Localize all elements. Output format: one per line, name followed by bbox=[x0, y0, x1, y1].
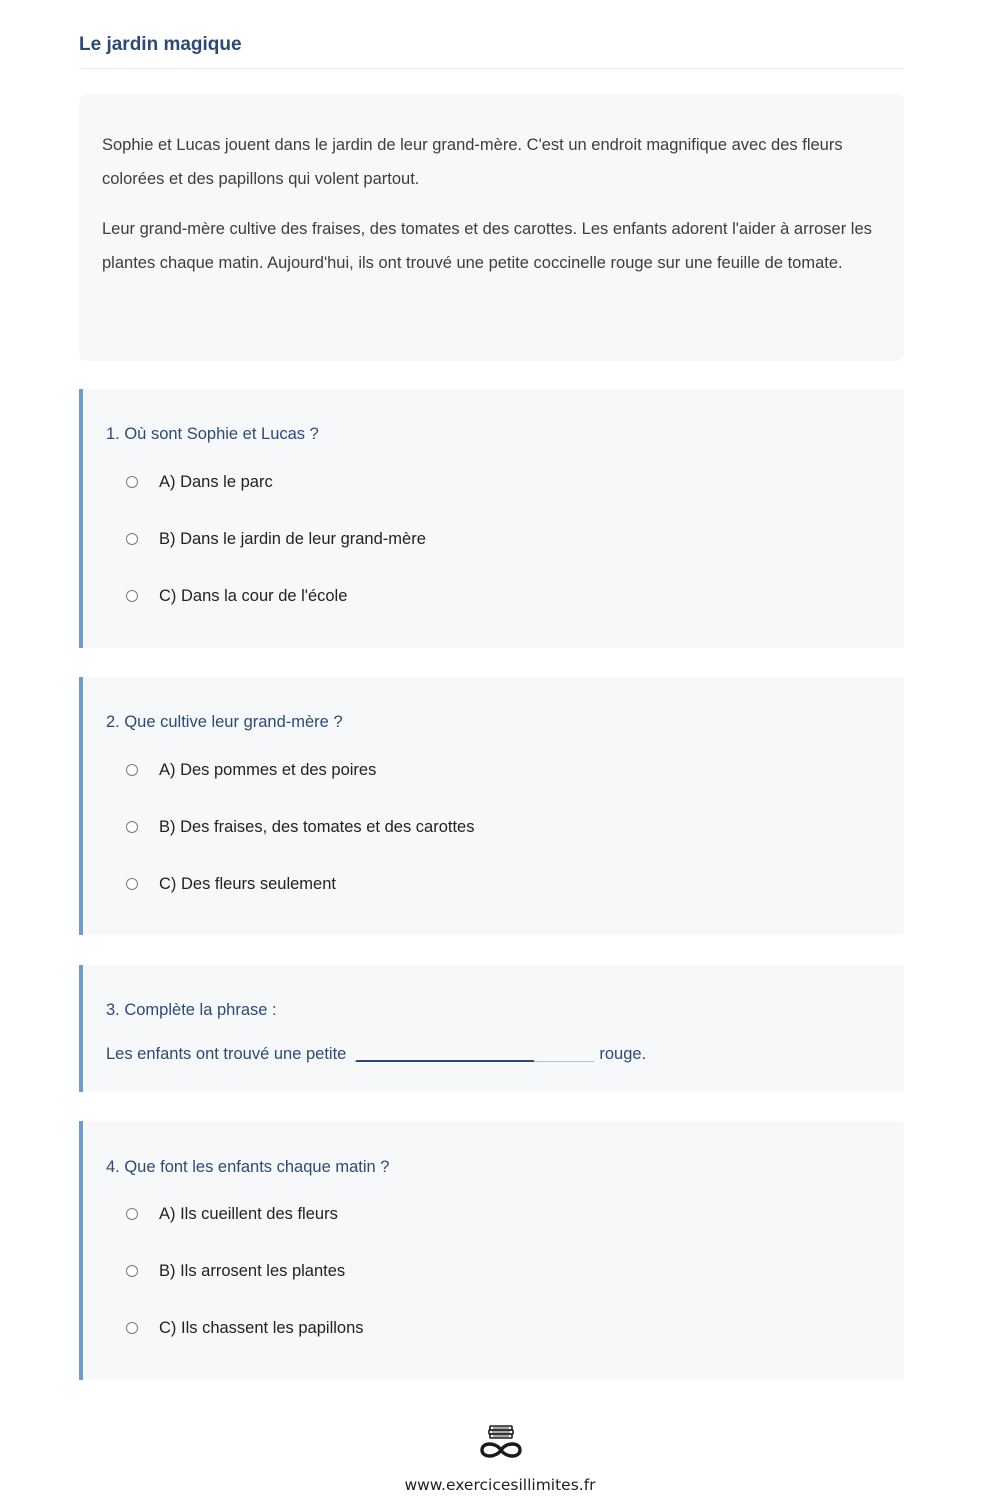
radio-button-icon[interactable] bbox=[126, 821, 138, 833]
option-label: C) Ils chassent les papillons bbox=[159, 1318, 364, 1337]
sentence-start: Les enfants ont trouvé une petite bbox=[106, 1045, 347, 1063]
radio-button-icon[interactable] bbox=[126, 1208, 138, 1220]
radio-button-icon[interactable] bbox=[126, 1265, 138, 1277]
option-label: B) Dans le jardin de leur grand-mère bbox=[159, 529, 426, 548]
question-2-option-b[interactable] bbox=[126, 816, 474, 838]
question-card-1 bbox=[79, 389, 904, 648]
radio-button-icon[interactable] bbox=[126, 533, 138, 545]
question-2-option-c[interactable] bbox=[126, 873, 336, 895]
question-1-option-c[interactable] bbox=[126, 585, 347, 607]
radio-button-icon[interactable] bbox=[126, 590, 138, 602]
radio-button-icon[interactable] bbox=[126, 878, 138, 890]
question-card-2 bbox=[79, 677, 904, 935]
question-card-3 bbox=[79, 965, 904, 1092]
infinity-books-logo-icon bbox=[476, 1424, 526, 1462]
question-card-4 bbox=[79, 1121, 904, 1380]
answer-blank-input[interactable] bbox=[354, 1043, 594, 1062]
option-label: A) Dans le parc bbox=[159, 472, 273, 491]
page-title: Le jardin magique bbox=[79, 34, 904, 69]
option-label: A) Ils cueillent des fleurs bbox=[159, 1204, 338, 1223]
question-text-1: 1. Où sont Sophie et Lucas ? bbox=[106, 425, 319, 443]
question-1-option-a[interactable] bbox=[126, 471, 273, 493]
story-box bbox=[79, 94, 904, 361]
question-1-option-b[interactable] bbox=[126, 528, 426, 550]
option-label: B) Des fraises, des tomates et des carottes bbox=[159, 817, 475, 836]
story-paragraph-2: Leur grand-mère cultive des fraises, des tomates et des carottes. Les enfants adorent l'aider à arroser les plantes chaque matin. Aujourd'hui, ils ont trouvé une petite coccinelle rouge sur une feuille de tomate. bbox=[102, 220, 872, 272]
radio-button-icon[interactable] bbox=[126, 764, 138, 776]
story-paragraph-1: Sophie et Lucas jouent dans le jardin de leur grand-mère. C'est un endroit magnifique avec des fleurs colorées et des papillons qui volent partout. bbox=[102, 136, 843, 188]
option-label: A) Des pommes et des poires bbox=[159, 760, 377, 779]
option-label: B) Ils arrosent les plantes bbox=[159, 1261, 346, 1280]
radio-button-icon[interactable] bbox=[126, 476, 138, 488]
question-4-option-a[interactable] bbox=[126, 1203, 338, 1225]
question-text-4: 4. Que font les enfants chaque matin ? bbox=[106, 1158, 390, 1176]
fill-in-sentence bbox=[106, 1040, 646, 1064]
question-text-3: 3. Complète la phrase : bbox=[106, 1001, 277, 1019]
option-label: C) Des fleurs seulement bbox=[159, 874, 336, 893]
option-label: C) Dans la cour de l'école bbox=[159, 586, 348, 605]
footer-url[interactable]: www.exercicesillimites.fr bbox=[404, 1476, 596, 1494]
sentence-end: rouge. bbox=[599, 1045, 647, 1063]
question-2-option-a[interactable] bbox=[126, 759, 376, 781]
question-4-option-b[interactable] bbox=[126, 1260, 345, 1282]
question-text-2: 2. Que cultive leur grand-mère ? bbox=[106, 713, 343, 731]
radio-button-icon[interactable] bbox=[126, 1322, 138, 1334]
question-4-option-c[interactable] bbox=[126, 1317, 364, 1339]
